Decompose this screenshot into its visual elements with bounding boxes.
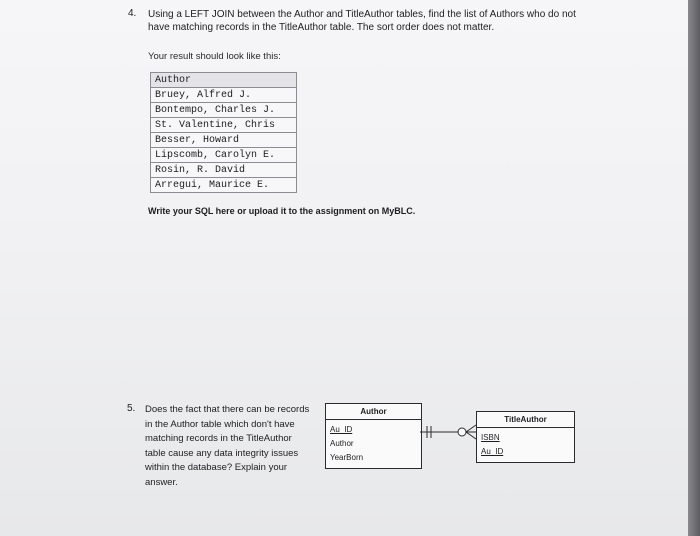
- result-cell: Bontempo, Charles J.: [151, 103, 297, 118]
- table-row: [151, 163, 297, 178]
- result-cell: Arregui, Maurice E.: [151, 178, 297, 193]
- question-5-text: Does the fact that there can be records in the Author table which don't have matching records in the TitleAuthor table cause any data integrity issues within the database? Explain your answer.: [145, 404, 310, 488]
- titleauthor-entity-title: TitleAuthor: [477, 412, 574, 428]
- page-edge-shadow: [688, 0, 700, 536]
- one-to-many-relationship-line: [420, 420, 478, 444]
- question-4-text: Using a LEFT JOIN between the Author and TitleAuthor tables, find the list of Authors who do not have matching records in the TitleAuthor table. The sort order does not matter.: [148, 9, 576, 33]
- table-row: [151, 178, 297, 193]
- table-row: [151, 133, 297, 148]
- result-cell: Lipscomb, Carolyn E.: [151, 148, 297, 163]
- result-cell: Bruey, Alfred J.: [151, 88, 297, 103]
- table-row: [151, 118, 297, 133]
- result-label: Your result should look like this:: [148, 51, 281, 62]
- table-row: [151, 148, 297, 163]
- table-row: [151, 88, 297, 103]
- result-cell: Besser, Howard: [151, 133, 297, 148]
- result-header-author: Author: [151, 73, 297, 88]
- author-entity-title: Author: [326, 404, 421, 420]
- author-field-author: Author: [330, 439, 354, 448]
- question-4-number: 4.: [128, 8, 137, 19]
- author-field-au-id: Au_ID: [330, 425, 353, 434]
- author-entity: [325, 403, 422, 469]
- question-5-number: 5.: [127, 403, 136, 414]
- titleauthor-entity: [476, 411, 575, 463]
- result-cell: Rosin, R. David: [151, 163, 297, 178]
- author-field-yearborn: YearBorn: [330, 453, 364, 462]
- titleauthor-field-isbn: ISBN: [481, 433, 500, 442]
- expected-result-table: [150, 72, 297, 193]
- write-sql-instruction: Write your SQL here or upload it to the assignment on MyBLC.: [148, 206, 416, 216]
- table-row: [151, 103, 297, 118]
- result-cell: St. Valentine, Chris: [151, 118, 297, 133]
- titleauthor-field-au-id: Au_ID: [481, 447, 504, 456]
